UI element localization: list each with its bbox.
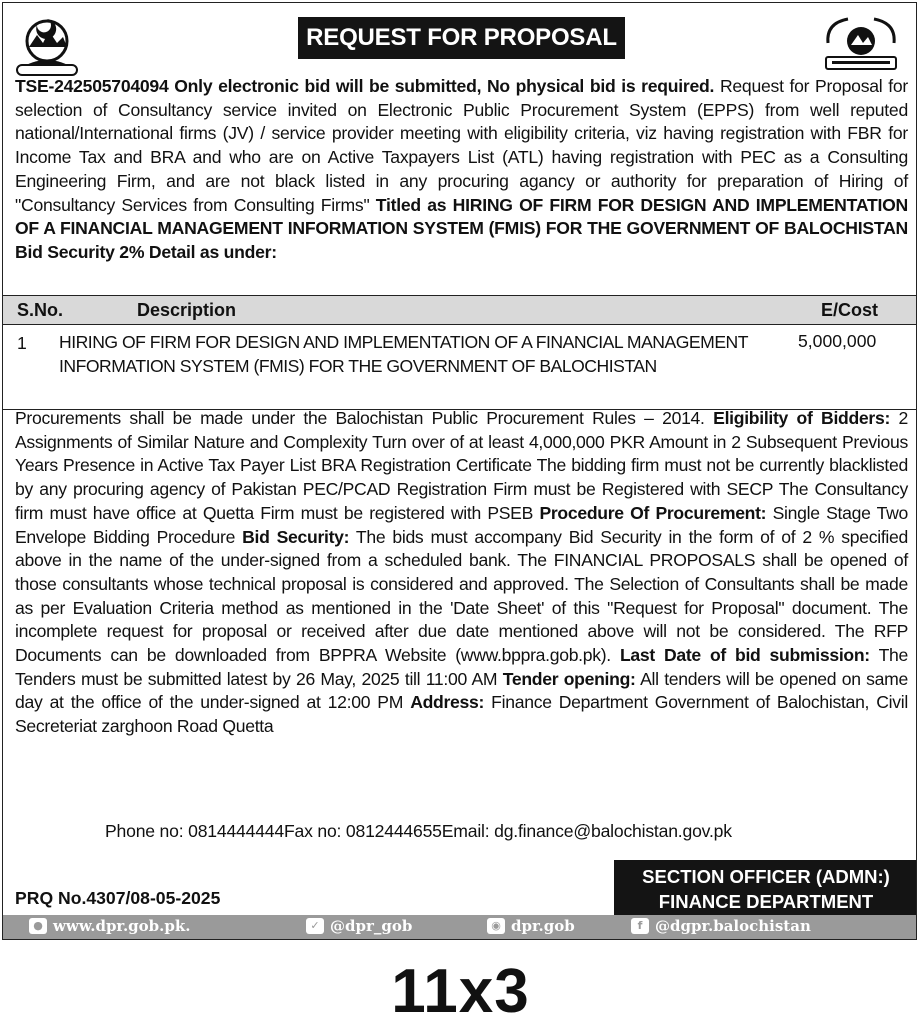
contact-line: Phone no: 0814444444Fax no: 0812444655Email: dg.finance@balochistan.gov.pk [105, 821, 732, 841]
footer-twitter[interactable] [306, 917, 412, 935]
footer-facebook[interactable] [631, 917, 811, 935]
globe-icon: ● [29, 918, 47, 934]
opening-label: Tender opening: [502, 668, 636, 689]
prq-number: PRQ No.4307/08-05-2025 [15, 888, 221, 908]
opening-text: All tenders will be opened on same day at the office of the under-signed at 12:00 PM [15, 668, 908, 713]
terms-paragraph [15, 407, 908, 739]
eligibility-label: Eligibility of Bidders: [713, 408, 891, 428]
footer-twitter-text: @dpr_gob [330, 917, 413, 935]
rules-text: Procurements shall be made under the Balochistan Public Procurement Rules – 2014. [15, 408, 714, 428]
last-date-label: Last Date of bid submission: [619, 645, 870, 666]
table-header [3, 295, 916, 325]
footer-instagram-text: dpr.gob [511, 917, 575, 935]
bid-security-text: The bids must accompany Bid Security in the form of of 2 % specified above in the name of the under-signed from a scheduled bank. The FINANCIAL PROPOSALS shall be opened of those consultants whose technical proposal is considered and approved. The Selection of Consultants shall be made as per Evaluation Criteria method as mentioned in the 'Date Sheet' of this "Request for Proposal" document. The incomplete request for proposal or received after due date mentioned above will not be considered. The RFP Documents can be downloaded from BPPRA Website (www.bppra.gob.pk). [15, 526, 908, 666]
instagram-icon: ◉ [487, 918, 505, 934]
page-title: REQUEST FOR PROPOSAL [298, 17, 625, 59]
table-row [3, 325, 916, 410]
address-label: Address: [410, 692, 485, 713]
footer-bar [3, 915, 916, 939]
header-cost: E/Cost [821, 300, 879, 320]
procedure-label: Procedure Of Procurement: [539, 502, 767, 523]
proposal-title: Titled as HIRING OF FIRM FOR DESIGN AND IMPLEMENTATION OF A FINANCIAL MANAGEMENT INFORMATION SYSTEM (FMIS) FOR THE GOVERNMENT OF BALOCHISTAN Bid Security 2% Detail as under: [15, 194, 909, 262]
tse-notice: TSE-242505704094 Only electronic bid will be submitted, No physical bid is required. [15, 76, 715, 96]
intro-paragraph [15, 75, 908, 265]
row-sno: 1 [17, 333, 27, 353]
header-description: Description [137, 300, 237, 320]
intro-text: Request for Proposal for selection of Consultancy service invited on Electronic Public Procurement System (EPPS) from well reputed national/International firms (JV) / service provider meeting with eligibility criteria, viz having registration with FBR for Income Tax and BRA and who are on Active Taxpayers List (ATL) having registration with PEC as a Consulting Engineering Firm, and are not black listed in any procuring agancy or authority for preparation of Hiring of "Consultancy Services from Consulting Firms" [15, 76, 908, 215]
dgpr-emblem-icon [818, 13, 904, 73]
balochistan-emblem-icon [13, 11, 81, 77]
procedure-text: Single Stage Two Envelope Bidding Procedure [15, 502, 909, 547]
bid-security-label: Bid Security: [242, 526, 350, 547]
facebook-icon: f [631, 918, 649, 934]
eligibility-text: 2 Assignments of Similar Nature and Complexity Turn over of at least 4,000,000 PKR Amount in 2 Subsequent Previous Years Presence in Active Tax Payer List BRA Registration Certificate The bidding firm must not be currently blacklisted by any procuring agency of Pakistan PEC/PCAD Registration Firm must be Registered with SECP The Consultancy firm must have office at Quetta Firm must be registered with PSEB [15, 408, 909, 523]
footer-website-text: www.dpr.gob.pk. [53, 917, 191, 935]
footer-facebook-text: @dgpr.balochistan [655, 917, 811, 935]
footer-website[interactable] [29, 917, 190, 935]
tender-table [3, 295, 916, 410]
row-cost: 5,000,000 [798, 331, 877, 351]
signature-designation: SECTION OFFICER (ADMN:) [642, 866, 890, 887]
ad-size-label: 11x3 [391, 957, 530, 1026]
row-description: HIRING OF FIRM FOR DESIGN AND IMPLEMENTATION OF A FINANCIAL MANAGEMENT INFORMATION SYSTEM (FMIS) FOR THE GOVERNMENT OF BALOCHISTAN [59, 332, 748, 376]
twitter-icon: ✓ [306, 918, 324, 934]
address-text: Finance Department Government of Balochistan, Civil Secreteriat zarghoon Road Quetta [15, 692, 908, 737]
signature-department: FINANCE DEPARTMENT [658, 891, 874, 912]
advertisement [2, 2, 917, 940]
signature-block [614, 860, 917, 918]
footer-instagram[interactable] [487, 917, 575, 935]
last-date-text: The Tenders must be submitted latest by 26 May, 2025 till 11:00 AM [15, 645, 909, 689]
header-sno: S.No. [17, 300, 64, 320]
